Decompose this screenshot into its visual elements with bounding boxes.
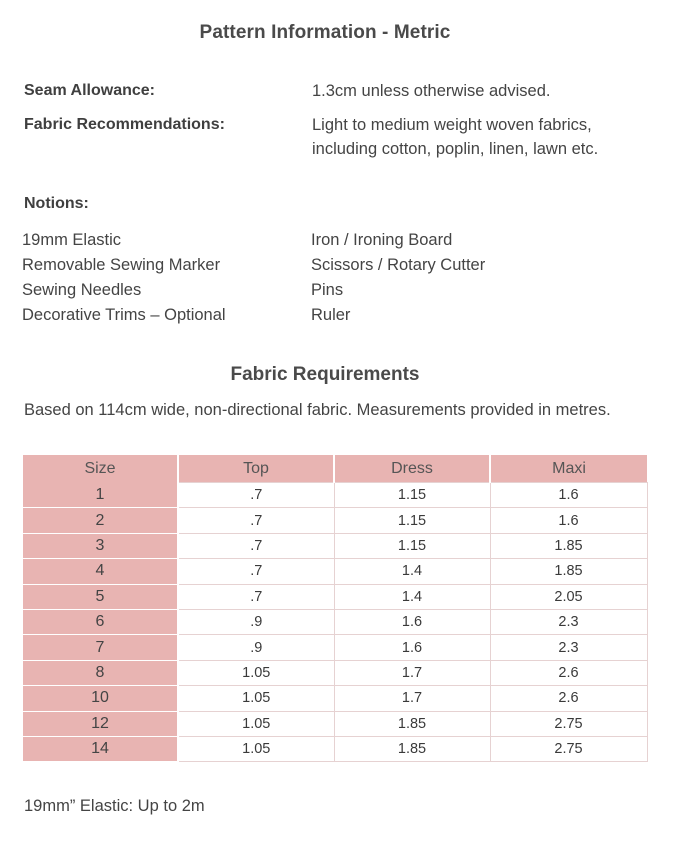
dress-cell: 1.7 [334, 686, 490, 711]
header-size: Size [23, 455, 178, 483]
notion-item: Pins [311, 281, 344, 299]
size-cell: 4 [23, 559, 178, 584]
size-cell: 10 [23, 686, 178, 711]
maxi-cell: 1.6 [490, 508, 647, 533]
table-row [23, 533, 647, 558]
notion-item: Sewing Needles [22, 281, 142, 299]
maxi-cell: 2.3 [490, 609, 647, 634]
size-cell: 8 [23, 660, 178, 685]
dress-cell: 1.85 [334, 711, 490, 736]
table-row [23, 686, 647, 711]
seam-allowance-label: Seam Allowance: [24, 82, 156, 99]
dress-cell: 1.4 [334, 584, 490, 609]
notion-item: 19mm Elastic [22, 231, 122, 249]
dress-cell: 1.15 [334, 533, 490, 558]
notion-item: Removable Sewing Marker [22, 256, 221, 274]
fabric-requirements-description: Based on 114cm wide, non-directional fabric. Measurements provided in metres. [24, 401, 611, 419]
notions-label: Notions: [24, 195, 89, 212]
maxi-cell: 1.85 [490, 533, 647, 558]
table-row [23, 584, 647, 609]
maxi-cell: 2.05 [490, 584, 647, 609]
top-cell: 1.05 [178, 686, 334, 711]
top-cell: 1.05 [178, 660, 334, 685]
maxi-cell: 2.6 [490, 660, 647, 685]
notion-item: Scissors / Rotary Cutter [311, 256, 486, 274]
fabric-recommendations-value: Light to medium weight woven fabrics, including cotton, poplin, linen, lawn etc. [312, 116, 599, 158]
table-row [23, 711, 647, 736]
maxi-cell: 2.3 [490, 635, 647, 660]
size-cell: 14 [23, 736, 178, 761]
header-dress: Dress [334, 455, 490, 483]
dress-cell: 1.7 [334, 660, 490, 685]
size-cell: 2 [23, 508, 178, 533]
maxi-cell: 1.85 [490, 559, 647, 584]
fabric-recommendations-label: Fabric Recommendations: [24, 116, 225, 133]
size-cell: 6 [23, 609, 178, 634]
top-cell: .9 [178, 609, 334, 634]
top-cell: .7 [178, 483, 334, 508]
dress-cell: 1.4 [334, 559, 490, 584]
fabric-requirements-title: Fabric Requirements [230, 364, 420, 385]
top-cell: .9 [178, 635, 334, 660]
maxi-cell: 2.6 [490, 686, 647, 711]
table-row [23, 635, 647, 660]
notion-item: Iron / Ironing Board [311, 231, 453, 249]
header-maxi: Maxi [490, 455, 647, 483]
seam-allowance-value: 1.3cm unless otherwise advised. [312, 82, 551, 100]
fabric-requirements-table [23, 455, 648, 762]
size-cell: 7 [23, 635, 178, 660]
table-row [23, 508, 647, 533]
top-cell: .7 [178, 533, 334, 558]
top-cell: .7 [178, 584, 334, 609]
size-cell: 1 [23, 483, 178, 508]
dress-cell: 1.15 [334, 508, 490, 533]
top-cell: .7 [178, 559, 334, 584]
header-top: Top [178, 455, 334, 483]
table-row [23, 559, 647, 584]
dress-cell: 1.6 [334, 635, 490, 660]
notion-item: Decorative Trims – Optional [22, 306, 226, 324]
table-row [23, 483, 647, 508]
top-cell: 1.05 [178, 711, 334, 736]
size-cell: 5 [23, 584, 178, 609]
dress-cell: 1.15 [334, 483, 490, 508]
top-cell: 1.05 [178, 736, 334, 761]
table-header-row [23, 455, 647, 483]
maxi-cell: 2.75 [490, 711, 647, 736]
elastic-note: 19mm” Elastic: Up to 2m [24, 797, 205, 815]
maxi-cell: 2.75 [490, 736, 647, 761]
size-cell: 12 [23, 711, 178, 736]
table-row [23, 609, 647, 634]
dress-cell: 1.6 [334, 609, 490, 634]
page-title: Pattern Information - Metric [199, 22, 451, 43]
size-cell: 3 [23, 533, 178, 558]
table-row [23, 736, 647, 761]
maxi-cell: 1.6 [490, 483, 647, 508]
dress-cell: 1.85 [334, 736, 490, 761]
table-row [23, 660, 647, 685]
top-cell: .7 [178, 508, 334, 533]
notion-item: Ruler [311, 306, 351, 324]
